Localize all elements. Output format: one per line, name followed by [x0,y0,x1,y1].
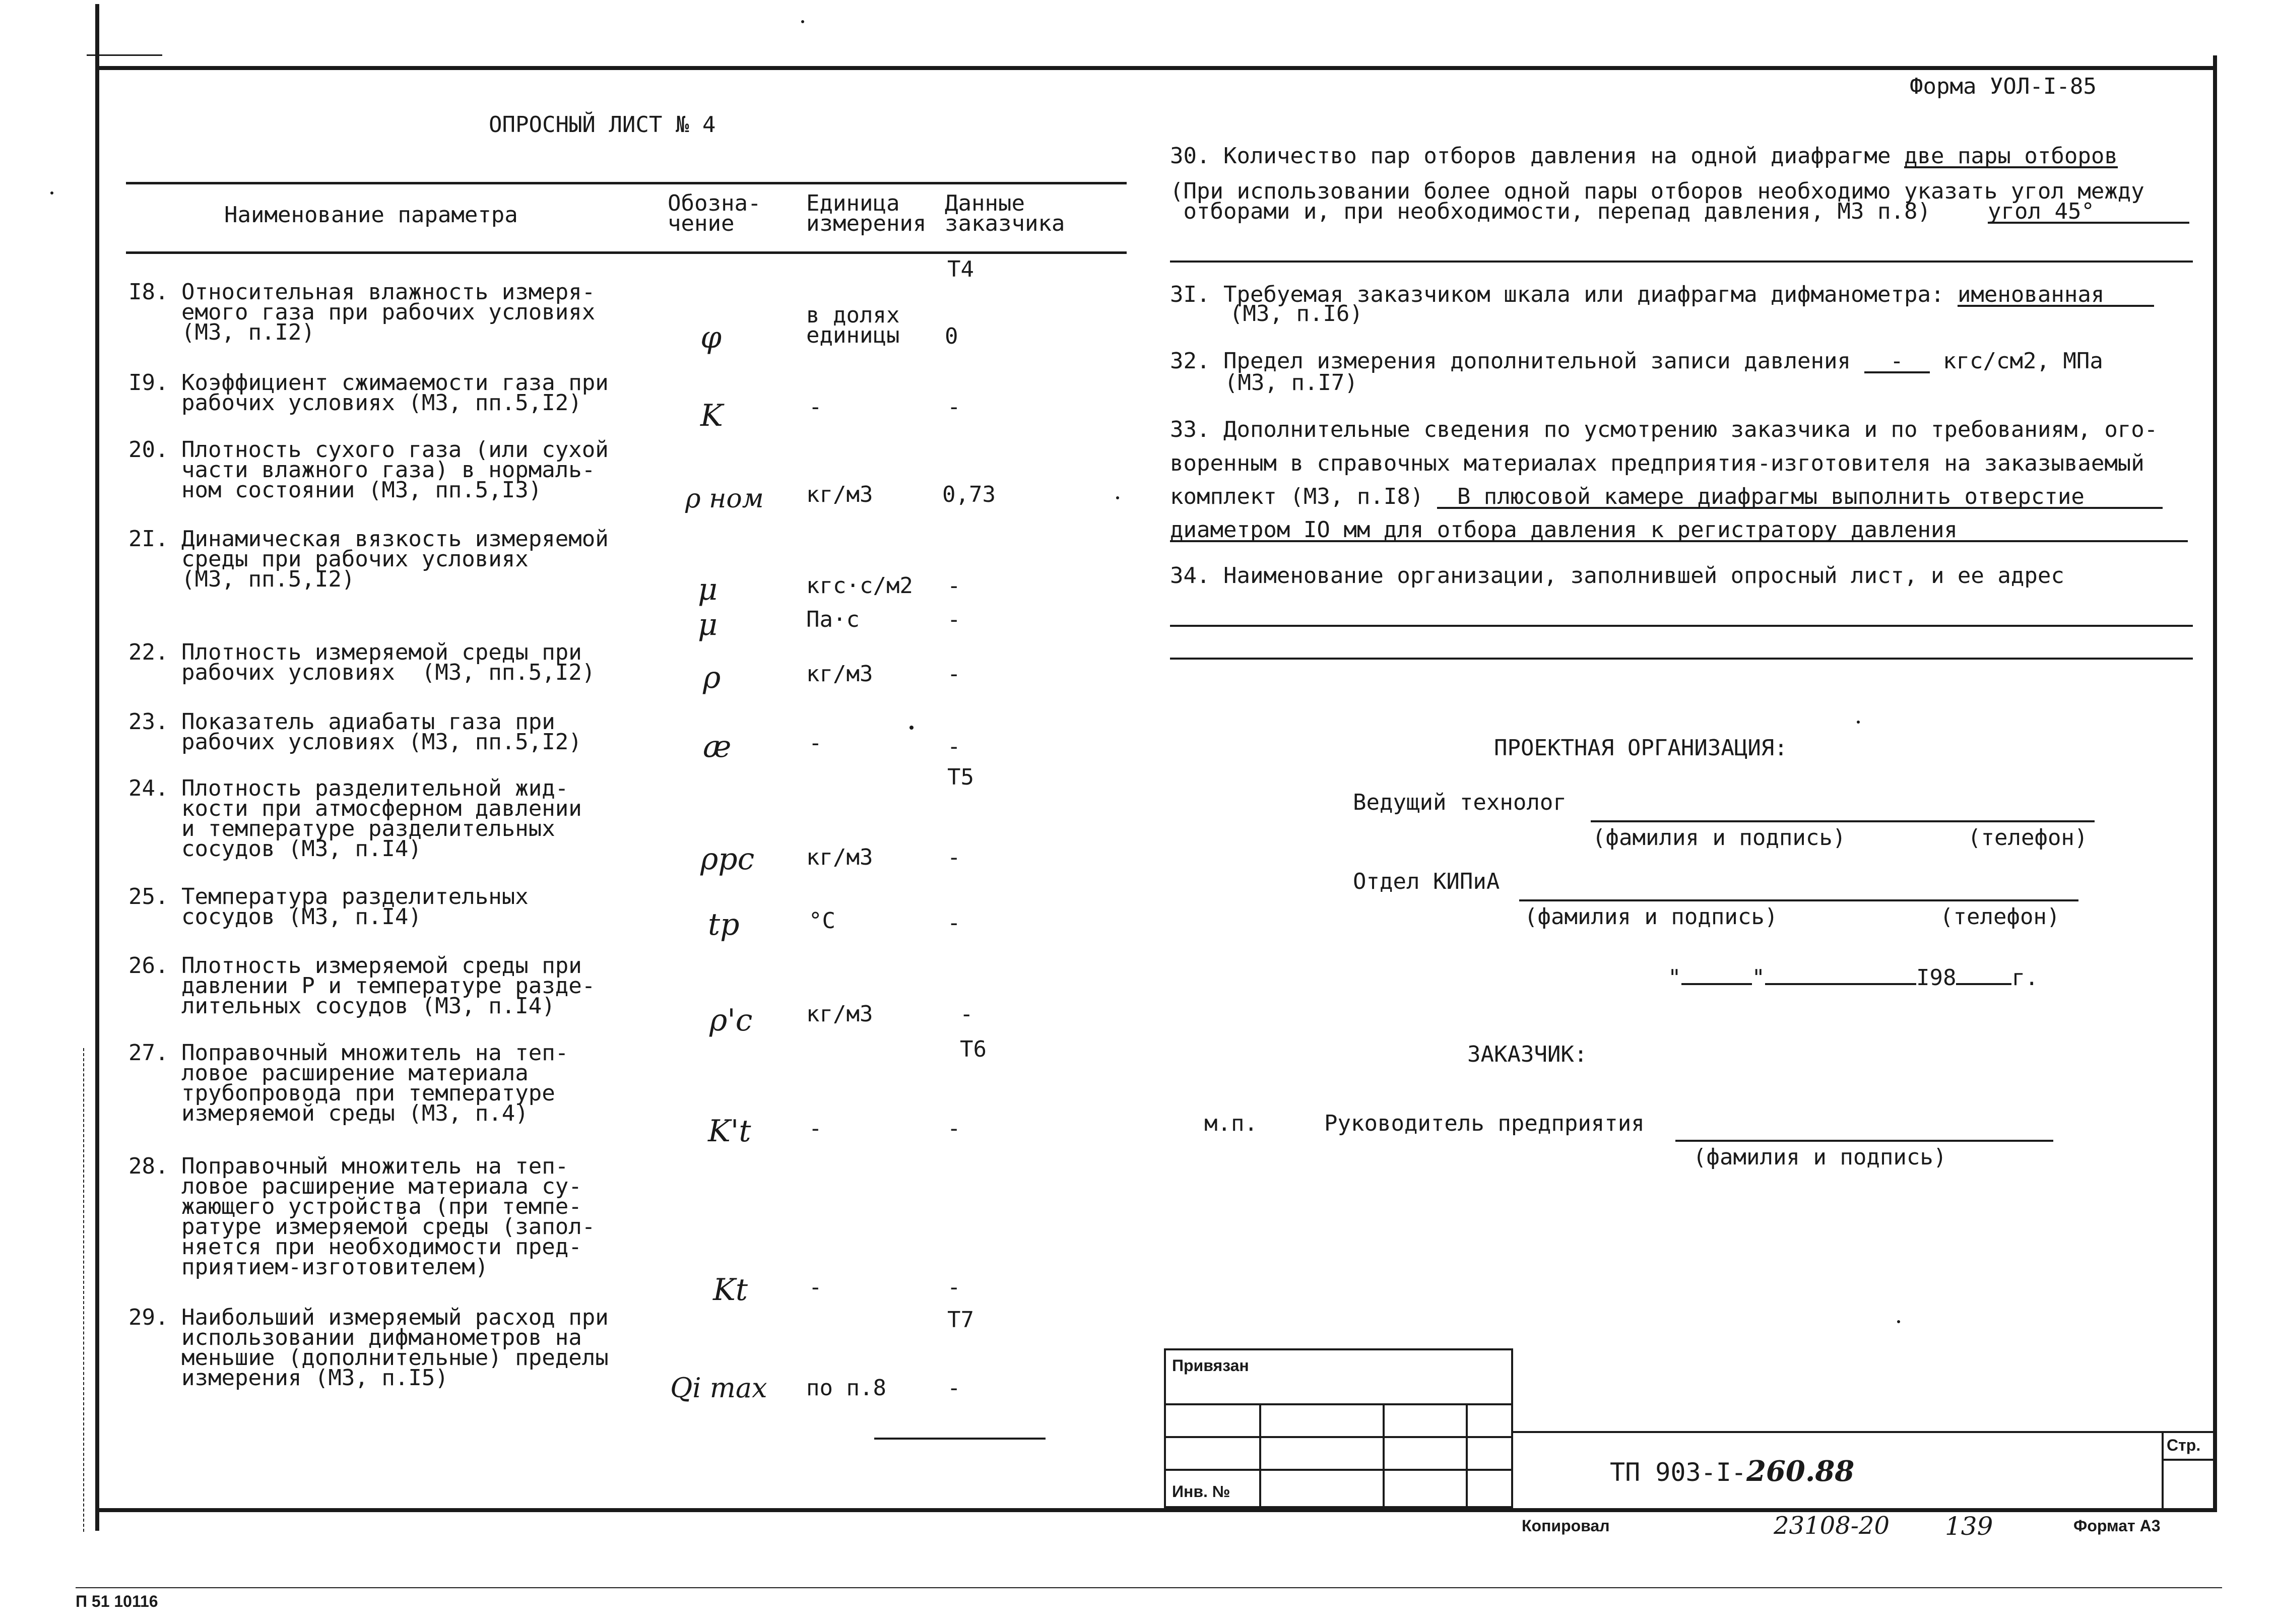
item-34-rule-1 [1170,625,2193,627]
row-19-num: I9. [128,370,169,396]
row-25-unit: °С [809,908,835,934]
item-30-rule [1170,261,2193,263]
customer-sign-hint: (фамилия и подпись) [1693,1144,1947,1170]
row-24-symbol: ρрс [700,841,755,877]
row-18-name: Относительная влажность измеря- емого газа при рабочих условиях (МЗ, п.I2) [181,279,596,345]
item-30-answer2-wrap [1988,199,2189,224]
section-mark-t7: Т7 [947,1307,974,1333]
date-line [1668,965,2039,991]
row-28-value: - [947,1274,961,1300]
item-33-line2: воренным в справочных материалах предприятия-изготовителя на заказываемый [1170,450,2144,476]
row-22-value: - [947,661,961,687]
tech-phone-hint: (телефон) [1968,825,2088,851]
frame-top [95,66,2214,70]
item-31-ref: (МЗ, п.I6) [1229,301,1363,327]
speck [50,191,53,194]
footer-code: П 51 10116 [76,1592,158,1610]
item-33-ref: комплект (МЗ, п.I8) [1170,484,1424,509]
frame-bottom [95,1508,2217,1512]
section-mark-t4: Т4 [947,256,974,282]
speck [1897,1320,1900,1323]
top-dash-mark [87,54,162,56]
row-24-unit: кг/м3 [806,845,873,870]
title-block-top [1513,1431,2214,1433]
row-21-unit: кгс·с/м2 [806,573,913,599]
kip-phone-hint: (телефон) [1940,904,2060,930]
doc-number-prefix: ТП 903-I- [1610,1458,1746,1487]
date-suffix: г. [2011,965,2039,991]
speck [1116,496,1119,499]
form-label: Форма УОЛ-I-85 [1910,74,2097,99]
item-30-answer2: угол 45° [1988,202,2189,224]
kip-sign-hint: (фамилия и подпись) [1524,904,1778,930]
row-25-num: 25. [128,884,169,910]
doc-number [1610,1455,1855,1488]
row-23-symbol: æ [703,729,732,764]
row-18-unit: в долях единицы [806,302,900,348]
row-23-value: - [947,734,961,759]
item-33-line4 [1170,517,2188,543]
row-23-unit: - [809,730,822,756]
row-21-value: - [947,573,961,599]
row-29-underline [874,1438,1046,1440]
item-31-text: 3I. Требуемая заказчиком шкала или диафрагма дифманометра: [1170,282,1944,307]
row-28-name: Поправочный множитель на теп- ловое расширение материала су- жающего устройства (при темпе- ратуре измеряемой среды (запол- няется при необходимости пред- приятием-изготовителем) [181,1153,596,1280]
row-22-num: 22. [128,639,169,665]
stamp-col-1 [1259,1403,1261,1508]
row-28-num: 28. [128,1153,169,1179]
tech-sign-hint: (фамилия и подпись) [1592,825,1846,851]
speck [801,20,804,23]
customer-stamp: м.п. [1204,1111,1258,1136]
item-31-answer: именованная [1958,285,2154,307]
page-title: ОПРОСНЫЙ ЛИСТ № 4 [489,112,716,138]
stamp-inv-no: Инв. № [1172,1482,1230,1501]
customer-title: ЗАКАЗЧИК: [1467,1042,1588,1067]
frame-outer-bottom [76,1587,2222,1588]
date-year: I98 [1916,965,1957,991]
row-20-num: 20. [128,437,169,463]
item-30-note: (При использовании более одной пары отборов необходимо указать угол между отборами и, при необходимости, перепад давления, МЗ п.8) [1170,178,2144,224]
customer-sign-line [1675,1140,2053,1142]
item-32-pre: 32. Предел измерения дополнительной записи давления [1170,348,1851,374]
handwritten-code: 23108-20 [1774,1512,1890,1540]
row-25-name: Температура разделительных сосудов (МЗ, п.I4) [181,884,529,930]
row-23-name: Показатель адиабаты газа при рабочих условиях (МЗ, пп.5,I2) [181,709,582,755]
item-33-answer2: диаметром IO мм для отбора давления к регистратору давления [1170,520,2188,542]
item-33-line3 [1170,484,2163,509]
row-22-unit: кг/м3 [806,661,873,687]
row-18-symbol: φ [700,320,722,355]
format-label: Формат А3 [2073,1517,2161,1535]
row-28-symbol: Kt [713,1272,748,1308]
row-26-symbol: ρ'с [709,1003,753,1038]
stamp-row-1 [1166,1403,1513,1405]
item-32-ref: (МЗ, п.I7) [1224,370,1358,396]
date-quote-open: " [1668,965,1681,991]
col-header-symbol: Обозна- чение [668,190,761,236]
row-27-num: 27. [128,1040,169,1066]
row-25-symbol: tр [708,907,740,942]
row-21-symbol-si: μ [698,607,718,642]
tech-sign-line [1591,820,2095,822]
tech-label: Ведущий технолог [1353,790,1567,815]
col-header-unit: Единица измерения [806,190,927,236]
row-24-name: Плотность разделительной жид- кости при атмосферном давлении и температуре разделительных сосудов (МЗ, п.I4) [181,775,582,862]
stamp-privyazan: Привязан [1172,1356,1249,1375]
title-block-page-col [2162,1431,2164,1509]
row-25-value: - [947,910,961,936]
item-33-line1: 33. Дополнительные сведения по усмотрению заказчика и по требованиям, ого- [1170,417,2158,442]
row-29-symbol: Qi max [670,1372,767,1404]
row-24-num: 24. [128,775,169,801]
row-23-num: 23. [128,709,169,735]
col-header-data: Данные заказчика [945,190,1065,236]
frame-left-tick [83,1048,84,1532]
copied-label: Копировал [1522,1517,1610,1535]
item-33-answer1: В плюсовой камере диафрагмы выполнить отверстие [1437,487,2163,509]
row-24-value: - [947,845,961,870]
row-27-name: Поправочный множитель на теп- ловое расширение материала трубопровода при температуре измеряемой среды (МЗ, п.4) [181,1040,569,1126]
project-org-title: ПРОЕКТНАЯ ОРГАНИЗАЦИЯ: [1494,735,1788,761]
row-20-symbol: ρ ном [685,484,764,514]
kip-label: Отдел КИПиА [1353,869,1500,894]
row-18-num: I8. [128,279,169,305]
item-32-post: кгс/см2, МПа [1943,348,2103,374]
stamp-col-3 [1466,1403,1468,1508]
row-20-name: Плотность сухого газа (или сухой части влажного газа) в нормаль- ном состоянии (МЗ, пп.5,I3) [181,437,609,503]
row-21-symbol: μ [698,572,718,607]
item-34-rule-2 [1170,658,2193,660]
row-19-value: - [947,394,961,420]
row-20-unit: кг/м3 [806,482,873,507]
item-30-answer: две пары отборов [1904,143,2118,169]
kip-sign-line [1519,899,2078,901]
item-30-text: 30. Количество пар отборов давления на одной диафрагме [1170,143,1891,169]
row-21-name: Динамическая вязкость измеряемой среды при рабочих условиях (МЗ, пп.5,I2) [181,526,609,592]
row-27-unit: - [809,1116,822,1141]
section-mark-t5: Т5 [947,764,974,790]
doc-number-handwritten: 260.88 [1746,1455,1855,1488]
row-21-num: 2I. [128,526,169,552]
frame-right [2213,55,2217,1512]
row-21-value-si: - [947,607,961,632]
col-header-name: Наименование параметра [224,202,518,228]
row-21-unit-si: Па·с [806,607,860,632]
date-month-blank [1765,965,1916,985]
row-26-name: Плотность измеряемой среды при давлении Р и температуре разде- лительных сосудов (МЗ, п.I4) [181,953,596,1019]
handwritten-page: 139 [1945,1512,1993,1541]
item-32-answer: - [1864,351,1930,373]
row-29-name: Наибольший измеряемый расход при использовании дифманометров на меньшие (дополнительные) пределы измерения (МЗ, п.I5) [181,1305,609,1391]
row-19-unit: - [809,394,822,420]
customer-head-label: Руководитель предприятия [1324,1111,1645,1136]
row-26-value: - [960,1001,973,1027]
row-27-value: - [947,1116,961,1141]
item-34: 34. Наименование организации, заполнившей опросный лист, и ее адрес [1170,563,2064,589]
stamp-row-3 [1166,1469,1513,1471]
row-18-value: 0 [945,323,958,349]
row-28-unit: - [809,1274,822,1300]
speck [909,726,914,730]
row-27-symbol: K't [708,1114,751,1149]
speck [1857,721,1860,724]
item-30 [1170,143,2118,169]
section-mark-t6: Т6 [960,1036,987,1062]
approval-stamp-table [1164,1348,1513,1508]
stamp-row-2 [1166,1436,1513,1438]
row-29-unit: по п.8 [806,1375,886,1401]
title-block-page-rule [2162,1459,2215,1461]
row-19-name: Коэффициент сжимаемости газа при рабочих условиях (МЗ, пп.5,I2) [181,370,609,416]
date-quote-close: " [1751,965,1765,991]
frame-left-edge [95,4,99,1531]
row-20-value: 0,73 [942,482,996,507]
row-26-num: 26. [128,953,169,979]
row-19-symbol: K [700,398,723,433]
table-header-rule [126,251,1127,254]
date-year-blank [1956,965,2011,985]
row-22-symbol: ρ [703,660,721,695]
date-day-blank [1681,965,1752,985]
table-top-rule [126,182,1127,184]
row-26-unit: кг/м3 [806,1001,873,1027]
page-label: Стр. [2167,1436,2201,1454]
row-29-num: 29. [128,1305,169,1330]
row-22-name: Плотность измеряемой среды при рабочих условиях (МЗ, пп.5,I2) [181,639,596,685]
stamp-col-2 [1383,1403,1385,1508]
row-29-value: - [947,1375,961,1401]
